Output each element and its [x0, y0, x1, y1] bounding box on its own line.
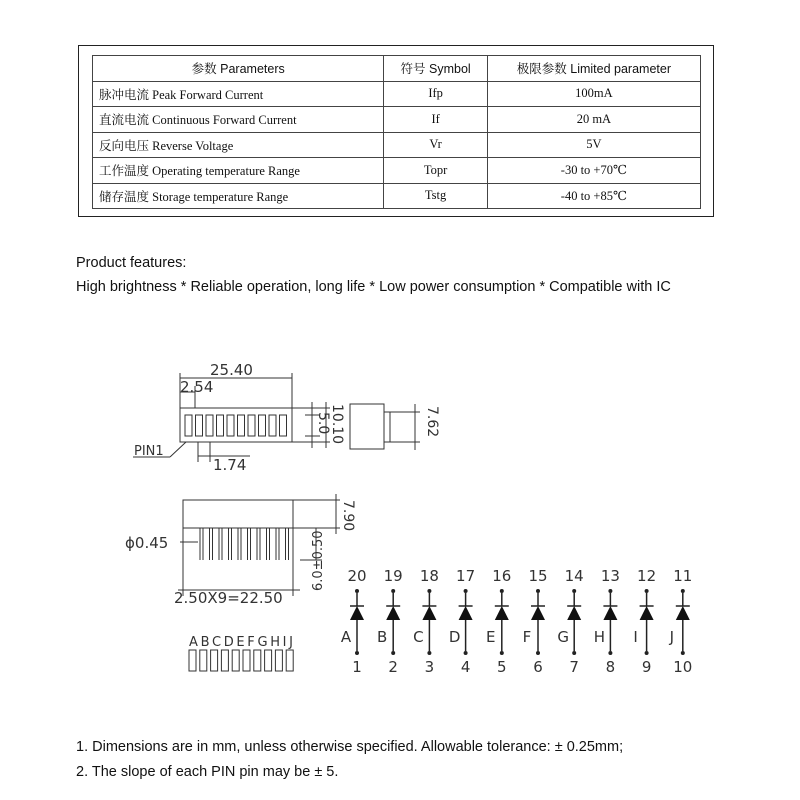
diode-letter: J	[669, 628, 675, 646]
side-view	[350, 404, 420, 450]
note-pin-slope: 2. The slope of each PIN pin may be ± 5.	[76, 764, 339, 780]
table-cell: -40 to +85℃	[487, 183, 700, 209]
segment-box	[254, 650, 261, 671]
table-cell: 脉冲电流 Peak Forward Current	[93, 81, 384, 107]
segment-outline	[206, 415, 213, 436]
diode-letter: H	[593, 628, 606, 646]
pin-dot	[536, 589, 540, 593]
diode-letter: E	[486, 628, 496, 646]
table-cell: 反向电压 Reverse Voltage	[93, 132, 384, 158]
top-pin-number: 11	[673, 567, 693, 585]
segment-outline	[248, 415, 255, 436]
segment-box	[232, 650, 239, 671]
segment-outline	[196, 415, 203, 436]
pin-dot	[572, 651, 576, 655]
segment-box	[211, 650, 218, 671]
segment-box	[221, 650, 228, 671]
pin-dot	[427, 589, 431, 593]
table-cell: 储存温度 Storage temperature Range	[93, 183, 384, 209]
diode-triangle	[603, 606, 617, 620]
segment-outline	[269, 415, 276, 436]
table-cell: -30 to +70℃	[487, 158, 700, 184]
top-pin-number: 15	[528, 567, 548, 585]
segment-outline	[238, 415, 245, 436]
pin-dot	[427, 651, 431, 655]
dim-segment-height: 5.0	[315, 412, 331, 435]
table-cell: 5V	[487, 132, 700, 158]
table-header-cell: 符号 Symbol	[384, 56, 487, 82]
diode-letter: C	[413, 628, 424, 646]
top-pin-number: 16	[492, 567, 512, 585]
features-text: High brightness * Reliable operation, long life * Low power consumption * Compatible with IC	[76, 279, 671, 295]
top-pin-number: 14	[564, 567, 584, 585]
top-pin-number: 19	[383, 567, 403, 585]
bottom-pin-number: 4	[460, 658, 471, 676]
diode-triangle	[350, 606, 364, 620]
segment-outline	[259, 415, 266, 436]
bottom-pin-number: 9	[641, 658, 652, 676]
pin-dot	[572, 589, 576, 593]
pin-dot	[608, 589, 612, 593]
bottom-pin-number: 8	[605, 658, 616, 676]
pin-dot	[391, 651, 395, 655]
diode-triangle	[495, 606, 509, 620]
pin-dot	[391, 589, 395, 593]
pin-dot	[500, 589, 504, 593]
pin-dot	[608, 651, 612, 655]
pin-dot	[500, 651, 504, 655]
dim-body-height: 10.10	[329, 404, 345, 445]
diode-triangle	[422, 606, 436, 620]
note-dimensions: 1. Dimensions are in mm, unless otherwise specified. Allowable tolerance: ± 0.25mm;	[76, 739, 624, 755]
table-header-cell: 极限参数 Limited parameter	[487, 56, 700, 82]
pin-dot	[355, 589, 359, 593]
bottom-pin-number: 1	[352, 658, 362, 676]
diode-triangle	[386, 606, 400, 620]
dim-pitch: 2.54	[180, 378, 214, 396]
segment-outline	[217, 415, 224, 436]
diode-triangle	[531, 606, 545, 620]
segment-box	[200, 650, 207, 671]
segment-box	[265, 650, 272, 671]
pin-dot	[355, 651, 359, 655]
segment-outline	[280, 415, 287, 436]
bottom-pin-number: 7	[569, 658, 579, 676]
table-cell: Ifp	[384, 81, 487, 107]
pin-dot	[464, 589, 468, 593]
segment-outline	[185, 415, 192, 436]
table-cell: 20 mA	[487, 107, 700, 133]
top-pin-number: 20	[347, 567, 367, 585]
table-header-cell: 参数 Parameters	[93, 56, 384, 82]
segment-box	[275, 650, 282, 671]
diode-triangle	[459, 606, 473, 620]
segment-box	[189, 650, 196, 671]
table-cell: 100mA	[487, 81, 700, 107]
diode-letter: G	[557, 628, 570, 646]
segment-box	[286, 650, 293, 671]
top-pin-number: 12	[637, 567, 657, 585]
diode-triangle	[567, 606, 581, 620]
diode-letter: D	[448, 628, 461, 646]
top-pin-number: 17	[456, 567, 476, 585]
pin-dot	[681, 651, 685, 655]
dim-side-depth: 7.62	[424, 406, 440, 438]
pin-dot	[645, 651, 649, 655]
dim-side-height: 7.90	[340, 500, 356, 532]
diode-letter: F	[522, 628, 532, 646]
bottom-pin-number: 5	[497, 658, 507, 676]
pin-dot	[645, 589, 649, 593]
segment-letters: ABCDEFGHIJ	[189, 635, 293, 650]
features-title: Product features:	[76, 255, 187, 271]
segment-outline	[227, 415, 234, 436]
pin-dot	[536, 651, 540, 655]
dim-pin-diameter: ϕ0.45	[125, 534, 169, 552]
table-cell: Topr	[384, 158, 487, 184]
bottom-pin-number: 6	[533, 658, 543, 676]
pin-dot	[464, 651, 468, 655]
dim-segment-width: 1.74	[213, 456, 247, 474]
bottom-pin-number: 10	[673, 658, 693, 676]
table-cell: Vr	[384, 132, 487, 158]
table-cell: 直流电流 Continuous Forward Current	[93, 107, 384, 133]
dim-total-width: 25.40	[210, 361, 253, 379]
top-pin-number: 18	[419, 567, 439, 585]
table-cell: 工作温度 Operating temperature Range	[93, 158, 384, 184]
bottom-pin-number: 3	[424, 658, 435, 676]
table-cell: If	[384, 107, 487, 133]
pin-dot	[681, 589, 685, 593]
top-pin-number: 13	[600, 567, 620, 585]
diode-circuit	[341, 567, 692, 676]
dim-pin-span: 2.50X9=22.50	[174, 589, 283, 607]
diode-triangle	[640, 606, 654, 620]
bottom-pin-number: 2	[388, 658, 398, 676]
diode-triangle	[676, 606, 690, 620]
diode-letter: I	[633, 628, 638, 646]
segment-box	[243, 650, 250, 671]
table-cell: Tstg	[384, 183, 487, 209]
pin1-label: PIN1	[134, 444, 164, 459]
diode-letter: A	[340, 628, 352, 646]
dim-pin-length: 6.0±0.50	[311, 530, 326, 591]
diode-letter: B	[377, 628, 388, 646]
